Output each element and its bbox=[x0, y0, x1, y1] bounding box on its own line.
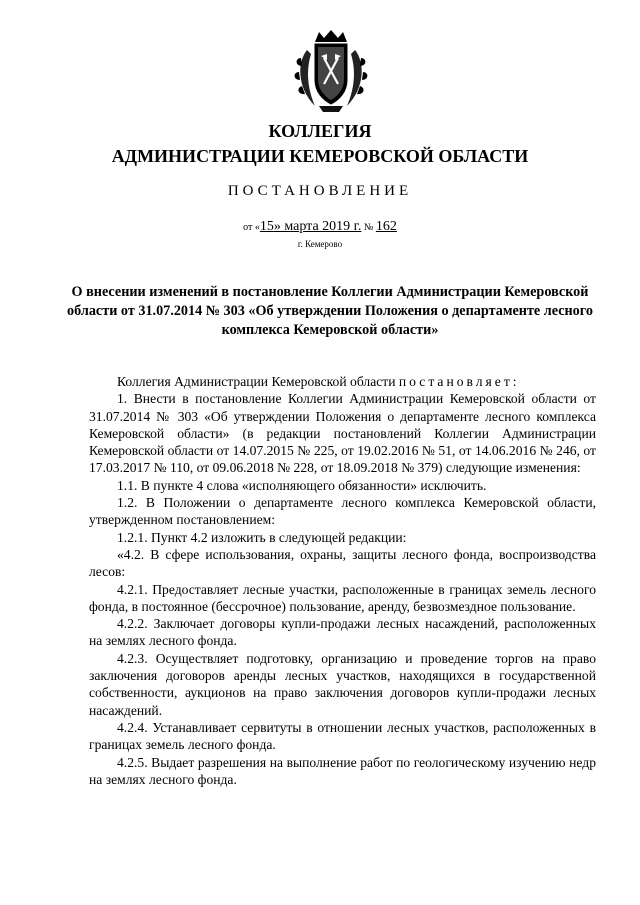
paragraph-4-2-5: 4.2.5. Выдает разрешения на выполнение работ по геологическому изучению недр на землях лесного фонда. bbox=[89, 754, 596, 787]
number-prefix: № bbox=[363, 222, 374, 233]
organization-name-line1: КОЛЛЕГИЯ bbox=[268, 121, 372, 141]
city: г. Кемерово bbox=[297, 239, 343, 249]
date-prefix: от « bbox=[243, 222, 260, 233]
paragraph-4-2: «4.2. В сфере использования, охраны, защиты лесного фонда, воспроизводства лесов: bbox=[89, 546, 596, 580]
organization-name-line2: АДМИНИСТРАЦИИ КЕМЕРОВСКОЙ ОБЛАСТИ bbox=[111, 146, 529, 166]
paragraph-1-2-1: 1.2.1. Пункт 4.2 изложить в следующей редакции: bbox=[117, 529, 407, 545]
coat-of-arms-emblem bbox=[293, 28, 369, 114]
intro-paragraph: Коллегия Администрации Кемеровской области постановляет: bbox=[117, 374, 520, 389]
paragraph-1-2: 1.2. В Положении о департаменте лесного комплекса Кемеровской области, утвержденном постановлением: bbox=[89, 495, 596, 528]
paragraph-1-1: 1.1. В пункте 4 слова «исполняющего обязанности» исключить. bbox=[117, 477, 487, 493]
date-month-year: » марта 2019 г. bbox=[273, 219, 362, 234]
document-type: ПОСТАНОВЛЕНИЕ bbox=[227, 183, 413, 199]
paragraph-4-2-2: 4.2.2. Заключает договоры купли-продажи лесных насаждений, расположенных на землях лесного фонда. bbox=[89, 616, 596, 649]
paragraph-1: 1. Внести в постановление Коллегии Администрации Кемеровской области от 31.07.2014 № 303 «Об утверждении Положения о департаменте лесного комплекса Кемеровской области» (в редакции постановлений Коллегии Администрации Кемеровской области от 14.07.2015 № 225, от 19.02.2016 № 51, от 14.06.2016 № 246, от 17.03.2017 № 110, от 09.06.2018 № 228, от 18.09.2018 № 379) следующие изменения: bbox=[89, 391, 596, 476]
paragraph-4-2-3: 4.2.3. Осуществляет подготовку, организацию и проведение торгов на право заключения договоров аренды лесных участков, находящихся в государственной собственности, аукционов на право заключения договоров купли-продажи лесных насаждений. bbox=[89, 650, 596, 718]
date-day: 15 bbox=[259, 219, 274, 234]
decree-date-number bbox=[0, 219, 640, 236]
decree-number: 162 bbox=[375, 219, 397, 234]
document-title: О внесении изменений в постановление Коллегии Администрации Кемеровской области от 31.07.2014 № 303 «Об утверждении Положения о департаменте лесного комплекса Кемеровской области» bbox=[67, 284, 593, 338]
paragraph-4-2-4: 4.2.4. Устанавливает сервитуты в отношении лесных участков, расположенных в границах земель лесного фонда. bbox=[89, 719, 596, 753]
paragraph-4-2-1: 4.2.1. Предоставляет лесные участки, расположенные в границах земель лесного фонда, в постоянное (бессрочное) пользование, аренду, безвозмездное пользование. bbox=[89, 581, 596, 614]
document-body bbox=[89, 373, 596, 788]
